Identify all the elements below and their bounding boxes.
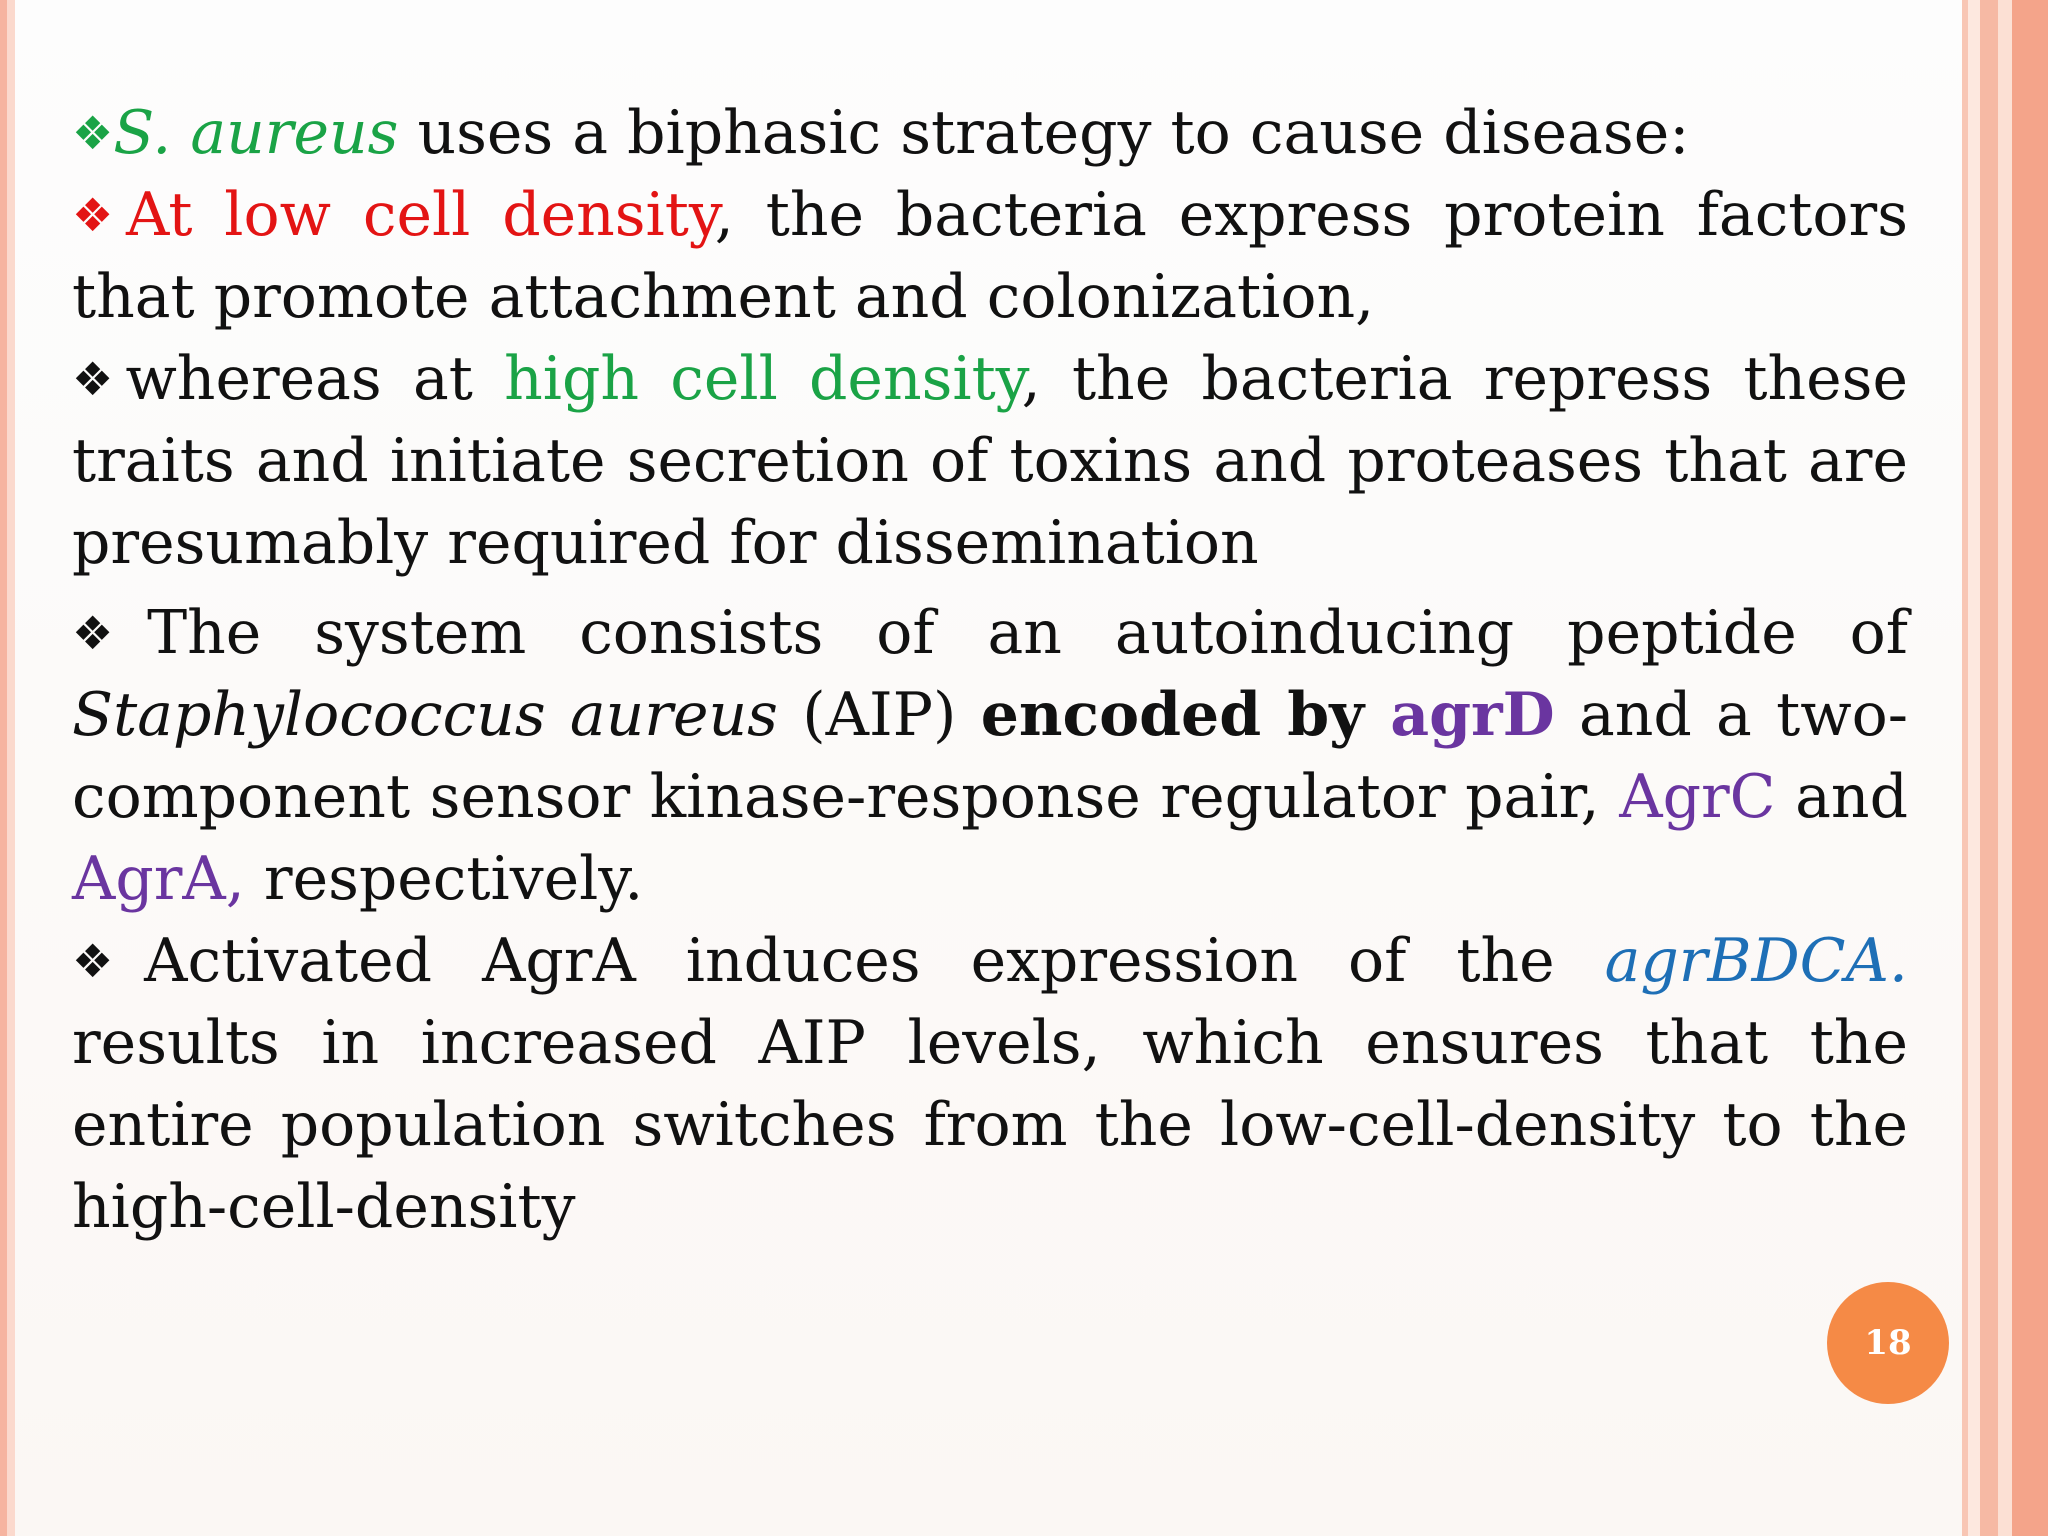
left-border-stripe-light bbox=[7, 0, 15, 1536]
page-number: 18 bbox=[1864, 1323, 1912, 1363]
gene-agrd: agrD bbox=[1390, 680, 1555, 750]
paragraph-system bbox=[72, 592, 1908, 920]
high-density-highlight: high cell density bbox=[504, 344, 1022, 414]
slide-body bbox=[72, 92, 1908, 1248]
left-border-stripe bbox=[0, 0, 7, 1536]
gene-agrc: AgrC bbox=[1619, 762, 1776, 832]
paragraph-text: results in increased AIP levels, which ensures that the entire population switches from the low-cell-density to the high-cell-density bbox=[72, 1008, 1908, 1242]
paragraph-text: Activated AgrA induces expression of the bbox=[144, 926, 1605, 996]
operon-name: agrBDCA. bbox=[1604, 926, 1908, 996]
paragraph-text: whereas at bbox=[125, 344, 505, 414]
paragraph-biphasic-strategy bbox=[72, 92, 1908, 174]
diamond-bullet-icon: ❖ bbox=[72, 106, 114, 160]
paragraph-low-density bbox=[72, 174, 1908, 338]
page-number-badge bbox=[1827, 1282, 1949, 1404]
diamond-bullet-icon: ❖ bbox=[72, 352, 126, 406]
paragraph-text: , the bacteria repress these traits and initiate secretion of toxins and proteases that are presumably required for dissemination bbox=[72, 344, 1908, 578]
species-name: Staphylococcus aureus bbox=[72, 680, 778, 750]
diamond-bullet-icon: ❖ bbox=[72, 606, 148, 660]
paragraph-text: , the bacteria express protein factors that promote attachment and colonization, bbox=[72, 180, 1909, 332]
right-border-stripe bbox=[1968, 0, 1980, 1536]
paragraph-text: and a two-component sensor kinase-response regulator pair, bbox=[72, 680, 1908, 832]
species-name: S. aureus bbox=[113, 98, 399, 168]
paragraph-text: and bbox=[1775, 762, 1908, 832]
paragraph-text: (AIP) bbox=[777, 680, 981, 750]
right-border-stripe bbox=[2012, 0, 2048, 1536]
paragraph-high-density bbox=[72, 338, 1908, 584]
paragraph-text: uses a biphasic strategy to cause disease: bbox=[398, 98, 1690, 168]
gene-agra: AgrA, bbox=[72, 844, 245, 914]
low-density-highlight: At low cell density bbox=[126, 180, 715, 250]
bold-text: encoded by bbox=[980, 680, 1391, 750]
right-border-stripe bbox=[1980, 0, 1998, 1536]
paragraph-text: The system consists of an autoinducing peptide of bbox=[147, 598, 1908, 668]
diamond-bullet-icon: ❖ bbox=[72, 188, 127, 242]
paragraph-activated-agra bbox=[72, 920, 1908, 1248]
diamond-bullet-icon: ❖ bbox=[72, 934, 145, 988]
paragraph-text: respectively. bbox=[244, 844, 644, 914]
right-border-stripe bbox=[1998, 0, 2012, 1536]
